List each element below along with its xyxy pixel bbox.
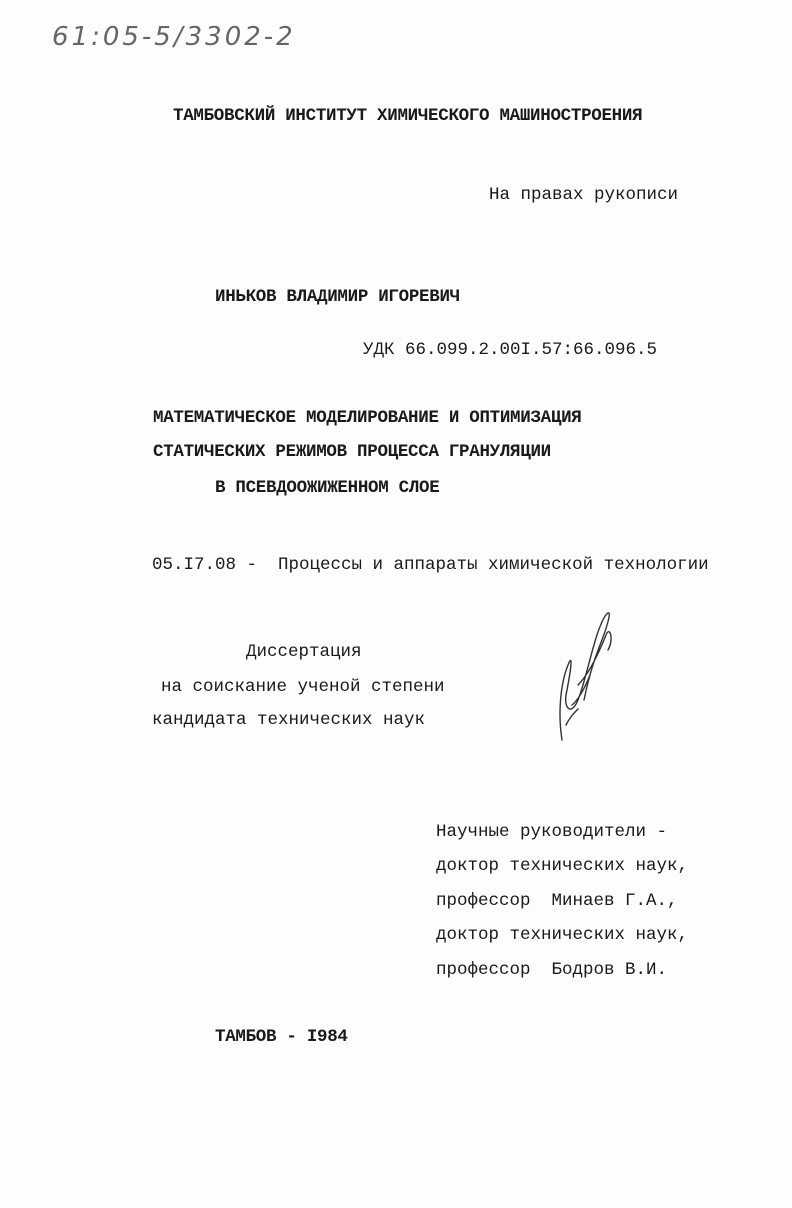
degree-line-3: кандидата технических наук: [152, 710, 426, 730]
institute-name: ТАМБОВСКИЙ ИНСТИТУТ ХИМИЧЕСКОГО МАШИНОСТРОЕНИЯ: [173, 106, 643, 126]
city-year: ТАМБОВ - I984: [215, 1027, 348, 1047]
title-line-3: В ПСЕВДООЖИЖЕННОМ СЛОЕ: [215, 478, 440, 498]
advisors-heading: Научные руководители -: [436, 822, 668, 842]
degree-line-2: на соискание ученой степени: [161, 677, 445, 697]
advisor-1-degree: доктор технических наук,: [436, 856, 689, 876]
manuscript-rights: На правах рукописи: [489, 185, 679, 205]
handwritten-signature: [548, 605, 628, 745]
advisor-2-degree: доктор технических наук,: [436, 925, 689, 945]
advisor-2-name: профессор Бодров В.И.: [436, 960, 668, 980]
udc-code: УДК 66.099.2.00I.57:66.096.5: [363, 340, 658, 360]
specialty: 05.I7.08 - Процессы и аппараты химической технологии: [152, 555, 709, 575]
degree-line-1: Диссертация: [246, 642, 362, 662]
title-line-2: СТАТИЧЕСКИХ РЕЖИМОВ ПРОЦЕССА ГРАНУЛЯЦИИ: [153, 442, 551, 462]
author-name: ИНЬКОВ ВЛАДИМИР ИГОРЕВИЧ: [215, 287, 460, 307]
title-line-1: МАТЕМАТИЧЕСКОЕ МОДЕЛИРОВАНИЕ И ОПТИМИЗАЦИЯ: [153, 408, 582, 428]
advisor-1-name: профессор Минаев Г.А.,: [436, 891, 678, 911]
handwritten-archive-note: 61:05-5/3302-2: [52, 22, 296, 52]
